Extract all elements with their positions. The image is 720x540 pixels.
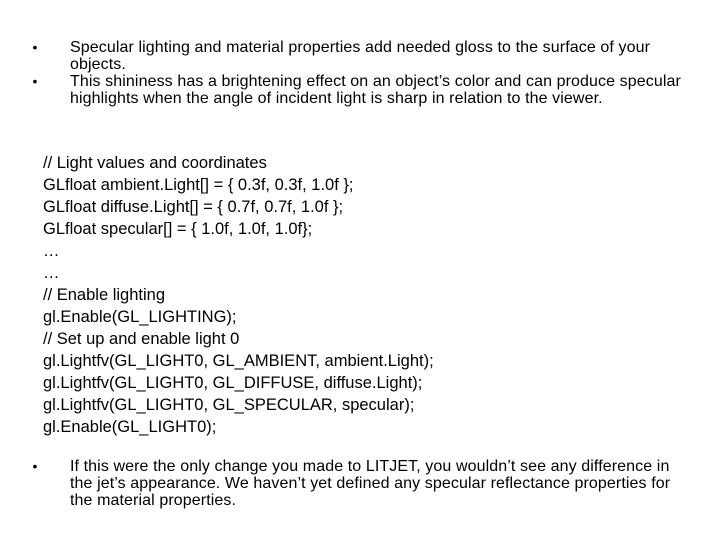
code-line: // Set up and enable light 0 — [43, 330, 240, 348]
bullet-item — [28, 73, 692, 107]
bullet-item — [28, 458, 692, 509]
code-line: gl.Lightfv(GL_LIGHT0, GL_SPECULAR, specular); — [43, 396, 415, 414]
code-line: // Light values and coordinates — [43, 154, 267, 172]
code-line: GLfloat specular[] = { 1.0f, 1.0f, 1.0f}; — [43, 220, 313, 238]
code-line: … — [43, 264, 60, 282]
code-line: gl.Enable(GL_LIGHT0); — [43, 418, 217, 436]
bullet-item — [28, 39, 692, 73]
code-line: gl.Lightfv(GL_LIGHT0, GL_AMBIENT, ambient.Light); — [43, 352, 434, 370]
code-line: // Enable lighting — [43, 286, 166, 304]
code-line: GLfloat ambient.Light[] = { 0.3f, 0.3f, 1.0f }; — [43, 176, 354, 194]
bullet-text: If this were the only change you made to LITJET, you wouldn’t see any difference in the jet’s appearance. We haven’t yet defined any specular reflectance properties for the material properties. — [70, 458, 671, 509]
code-line: … — [43, 242, 60, 260]
bullet-text: This shininess has a brightening effect on an object’s color and can produce specular highlights when the angle of incident light is sharp in relation to the viewer. — [70, 73, 681, 107]
bullet-marker: • — [32, 39, 38, 55]
bullet-list-bottom — [28, 458, 692, 509]
bullet-marker: • — [32, 73, 38, 89]
code-line: GLfloat diffuse.Light[] = { 0.7f, 0.7f, 1.0f }; — [43, 198, 344, 216]
code-line: gl.Lightfv(GL_LIGHT0, GL_DIFFUSE, diffuse.Light); — [43, 374, 423, 392]
bullet-marker: • — [32, 458, 38, 474]
code-line: gl.Enable(GL_LIGHTING); — [43, 308, 237, 326]
bullet-list-top — [28, 39, 692, 107]
bullet-text: Specular lighting and material properties add needed gloss to the surface of your objects. — [70, 39, 651, 73]
code-listing — [43, 152, 683, 438]
